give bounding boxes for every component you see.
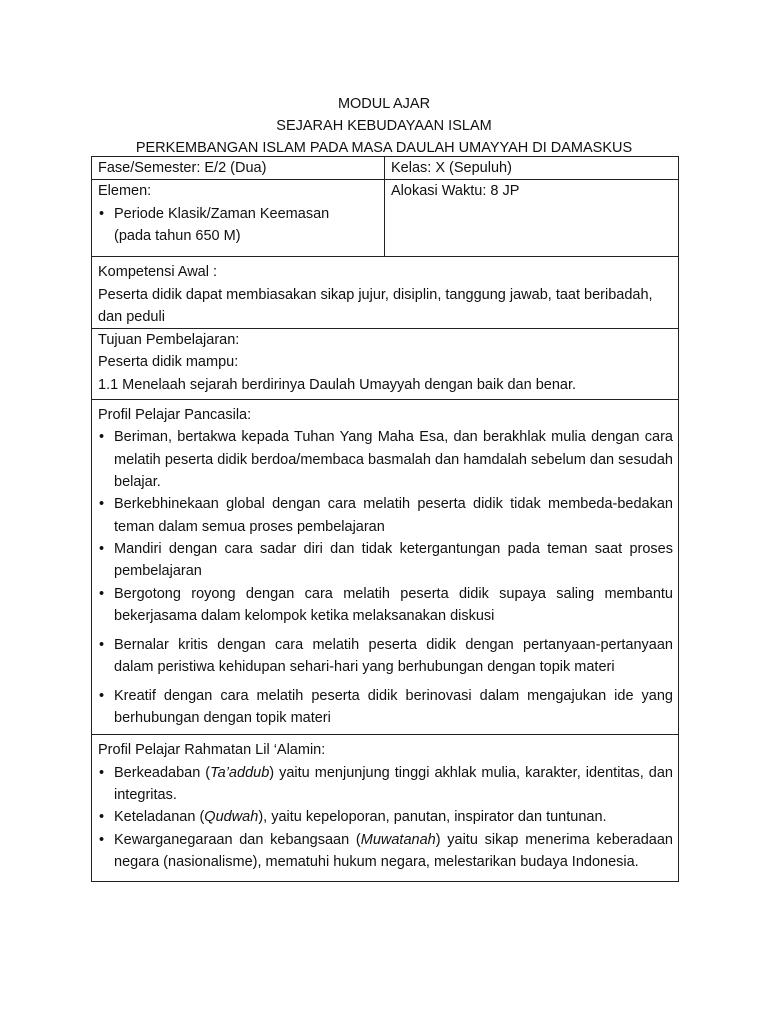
doc-subject: SEJARAH KEBUDAYAAN ISLAM bbox=[276, 118, 492, 134]
kompetensi-cell bbox=[92, 257, 679, 329]
tujuan-line1: Peserta didik mampu: bbox=[98, 354, 239, 371]
tujuan-cell bbox=[92, 329, 679, 400]
alokasi-cell: Alokasi Waktu: 8 JP bbox=[385, 180, 679, 257]
rahmatan-item bbox=[98, 762, 673, 807]
tujuan-title: Tujuan Pembelajaran: bbox=[98, 332, 240, 349]
rahmatan-item3-term: Muwatanah bbox=[360, 831, 436, 848]
rahmatan-item3-post: ) yaitu sikap menerima keberadaan negara (nasionalisme), mematuhi hukum negara, melestarikan budaya Indonesia. bbox=[114, 831, 673, 870]
pancasila-list bbox=[98, 426, 673, 729]
doc-topic: PERKEMBANGAN ISLAM PADA MASA DAULAH UMAYYAH DI DAMASKUS bbox=[135, 140, 633, 156]
tujuan-line2: 1.1 Menelaah sejarah berdirinya Daulah Umayyah dengan baik dan benar. bbox=[98, 376, 577, 393]
rahmatan-item1-term: Ta’addub bbox=[210, 764, 270, 781]
elemen-item-line1: Periode Klasik/Zaman Keemasan bbox=[114, 205, 330, 222]
elemen-label: Elemen: bbox=[98, 183, 152, 200]
pancasila-item: • Berkebhinekaan global dengan cara melatih peserta didik tidak membeda-bedakan teman dalam semua proses pembelajaran bbox=[98, 493, 673, 538]
elemen-item-line2: (pada tahun 650 M) bbox=[114, 227, 241, 244]
fase-cell: Fase/Semester: E/2 (Dua) bbox=[92, 157, 385, 180]
pancasila-title: Profil Pelajar Pancasila: bbox=[98, 407, 252, 424]
pancasila-item: • Beriman, bertakwa kepada Tuhan Yang Maha Esa, dan berakhlak mulia dengan cara melatih peserta didik berdoa/membaca basmalah dan hamdalah sebelum dan sesudah belajar. bbox=[98, 426, 673, 493]
pancasila-cell bbox=[92, 400, 679, 735]
rahmatan-item2-term: Qudwah bbox=[204, 809, 259, 826]
rahmatan-item bbox=[98, 829, 673, 874]
pancasila-item: • Kreatif dengan cara melatih peserta didik berinovasi dalam mengajukan ide yang berhubungan dengan topik materi bbox=[98, 685, 673, 730]
pancasila-item: • Mandiri dengan cara sadar diri dan tidak ketergantungan pada teman saat proses pembelajaran bbox=[98, 538, 673, 583]
elemen-cell bbox=[92, 180, 385, 257]
rahmatan-item bbox=[98, 806, 673, 828]
rahmatan-item1-pre: Berkeadaban ( bbox=[114, 764, 211, 781]
kompetensi-text: Peserta didik dapat membiasakan sikap jujur, disiplin, tanggung jawab, taat beribadah, dan peduli bbox=[98, 286, 653, 325]
rahmatan-item2-pre: Keteladanan ( bbox=[114, 809, 205, 826]
document-header bbox=[0, 93, 768, 159]
elemen-item bbox=[98, 203, 379, 248]
rahmatan-title: Profil Pelajar Rahmatan Lil ‘Alamin: bbox=[98, 742, 326, 759]
pancasila-item: • Bernalar kritis dengan cara melatih peserta didik dengan pertanyaan-pertanyaan dalam peristiwa kehidupan sehari-hari yang berhubungan dengan topik materi bbox=[98, 634, 673, 679]
rahmatan-item3-pre: Kewarganegaraan dan kebangsaan ( bbox=[114, 831, 361, 848]
pancasila-item: • Bergotong royong dengan cara melatih peserta didik supaya saling membantu bekerjasama dalam kelompok ketika melaksanakan diskusi bbox=[98, 583, 673, 628]
rahmatan-cell bbox=[92, 735, 679, 882]
doc-title: MODUL AJAR bbox=[337, 96, 431, 112]
rahmatan-list bbox=[98, 762, 673, 873]
rahmatan-item1-post: ) yaitu menjunjung tinggi akhlak mulia, karakter, identitas, dan integritas. bbox=[114, 764, 673, 803]
kelas-cell: Kelas: X (Sepuluh) bbox=[385, 157, 679, 180]
kompetensi-title: Kompetensi Awal : bbox=[98, 264, 218, 281]
rahmatan-item2-post: ), yaitu kepeloporan, panutan, inspirator dan tuntunan. bbox=[258, 809, 607, 826]
modul-table bbox=[91, 156, 679, 882]
